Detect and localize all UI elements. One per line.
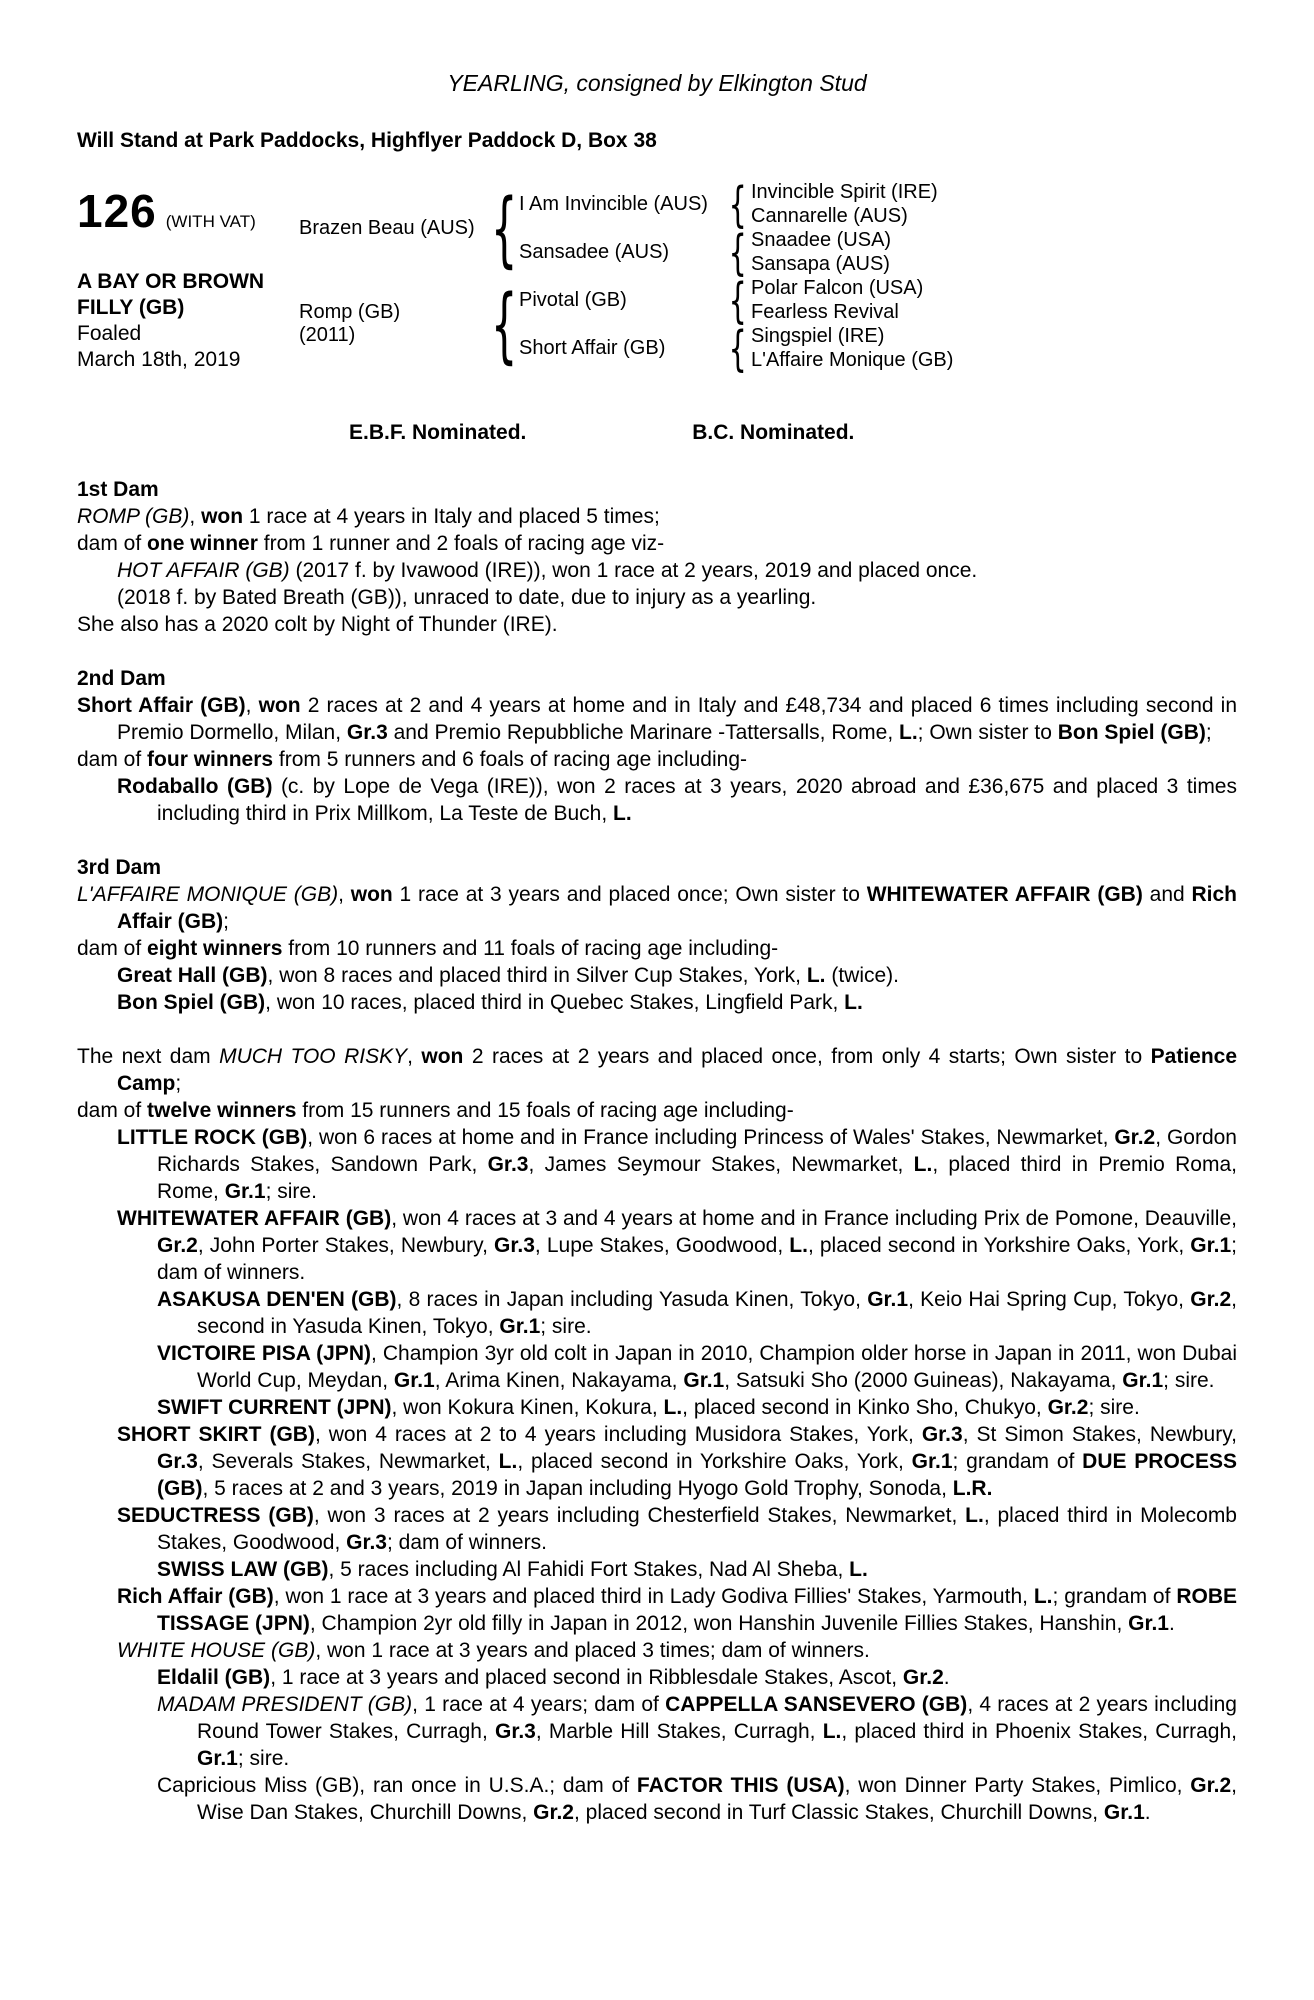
pedigree-ancestor: Sansapa (AUS)	[751, 252, 890, 275]
pedigree-paragraph	[77, 881, 1237, 935]
text-run: Gr.3	[494, 1234, 535, 1257]
text-run: Gr.1	[197, 1747, 238, 1770]
text-run: Gr.1	[1190, 1234, 1232, 1257]
text-run: Gr.2	[1114, 1126, 1156, 1149]
text-run: won	[421, 1045, 464, 1068]
text-run: ; Own sister to	[917, 721, 1058, 744]
text-run: , won 1 race at 3 years and placed third in Lady Godiva Fillies' Stakes, Yarmouth,	[273, 1585, 1034, 1608]
text-run: ,	[245, 694, 259, 717]
text-run: , Satsuki Sho (2000 Guineas), Nakayama,	[724, 1369, 1123, 1392]
text-run: , won 4 races at 3 and 4 years at home and in France including Prix de Pomone, Deauville,	[391, 1207, 1237, 1230]
pedigree-section	[77, 476, 1237, 638]
pedigree-paragraph	[77, 935, 1237, 962]
text-run: Gr.3	[346, 1531, 387, 1554]
text-run: , Lupe Stakes, Goodwood,	[534, 1234, 790, 1257]
text-run: dam of	[77, 532, 148, 555]
text-run: ;	[175, 1072, 182, 1095]
text-run: .	[943, 1666, 950, 1689]
text-run: , placed second in Kinko Sho, Chukyo,	[682, 1396, 1048, 1419]
bc-nominated-label: B.C. Nominated.	[692, 421, 855, 444]
page-title: YEARLING, consigned by Elkington Stud	[447, 70, 867, 96]
text-run: , 5 races at 2 and 3 years, 2019 in Japan including Hyogo Gold Trophy, Sonoda,	[202, 1477, 953, 1500]
text-run: and	[1142, 883, 1192, 906]
text-run: Gr.3	[494, 1720, 536, 1743]
text-run: , 5 races including Al Fahidi Fort Stakes, Nad Al Sheba,	[328, 1558, 850, 1581]
text-run: , won 10 races, placed third in Quebec Stakes, Lingfield Park,	[265, 991, 845, 1014]
text-run: Gr.3	[346, 721, 388, 744]
lot-header	[77, 178, 1237, 373]
text-run: SHORT SKIRT (GB)	[117, 1423, 315, 1446]
text-run: Gr.2	[1047, 1396, 1089, 1419]
pedigree-brace-icon	[725, 324, 751, 372]
text-run: , John Porter Stakes, Newbury,	[197, 1234, 495, 1257]
text-run: , placed third in Molecomb Stakes, Goodwood,	[157, 1504, 1237, 1554]
text-run: won	[201, 505, 244, 528]
pedigree-ancestor: Invincible Spirit (IRE)	[751, 180, 938, 203]
text-run: Gr.1	[499, 1315, 541, 1338]
text-run: Gr.1	[1128, 1612, 1169, 1635]
text-run: L.	[789, 1234, 808, 1257]
text-run: ASAKUSA DEN'EN (GB)	[157, 1288, 397, 1311]
text-run: , Arima Kinen, Nakayama,	[434, 1369, 684, 1392]
text-run: , 8 races in Japan including Yasuda Kinen, Tokyo,	[396, 1288, 868, 1311]
text-run: , placed second in Turf Classic Stakes, Churchill Downs,	[574, 1801, 1104, 1824]
text-run: 1 race at 3 years and placed once; Own sister to	[392, 883, 867, 906]
text-run: .	[1144, 1801, 1151, 1824]
text-run: Capricious Miss (GB), ran once in U.S.A.; dam of	[157, 1774, 637, 1797]
pedigree-paragraph	[77, 1583, 1237, 1637]
text-run: ; grandam of	[952, 1450, 1083, 1473]
text-run: MUCH TOO RISKY	[219, 1045, 408, 1068]
pedigree-dam-sire: Pivotal (GB)	[519, 288, 627, 311]
text-run: 2 races at 2 and 4 years at home and in Italy and £48,734 and placed 6 times including second in Premio Dormello, Milan,	[117, 694, 1238, 744]
text-run: L.	[498, 1450, 518, 1473]
text-run: Gr.3	[487, 1153, 529, 1176]
text-run: L.	[844, 991, 863, 1014]
pedigree-ancestor: Singspiel (IRE)	[751, 324, 885, 347]
text-run: , 1 race at 3 years and placed second in Ribblesdale Stakes, Ascot,	[270, 1666, 903, 1689]
text-run: , won 6 races at home and in France including Princess of Wales' Stakes, Newmarket,	[307, 1126, 1115, 1149]
pedigree-ancestor: Snaadee (USA)	[751, 228, 892, 251]
pedigree-sire: Brazen Beau (AUS)	[299, 216, 475, 239]
text-run: ;	[223, 910, 230, 933]
text-run: ; sire.	[1163, 1369, 1215, 1392]
text-run: ROMP (GB)	[77, 505, 190, 528]
text-run: (2017 f. by Ivawood (IRE)), won 1 race at 2 years, 2019 and placed once.	[289, 559, 978, 582]
text-run: The next dam	[77, 1045, 220, 1068]
pedigree-ancestor: Cannarelle (AUS)	[751, 204, 908, 227]
text-run: Rich Affair (GB)	[117, 883, 1238, 933]
text-run: WHITE HOUSE (GB)	[117, 1639, 316, 1662]
pedigree-brace-icon	[725, 276, 751, 324]
pedigree-paragraph	[77, 557, 1237, 584]
pedigree-paragraph	[77, 989, 1237, 1016]
pedigree-sire-dam: Sansadee (AUS)	[519, 240, 670, 263]
text-run: , second in Yasuda Kinen, Tokyo,	[197, 1288, 1237, 1338]
text-run: Bon Spiel (GB)	[117, 991, 266, 1014]
text-run: L.	[806, 964, 826, 987]
text-run: She also has a 2020 colt by Night of Thunder (IRE).	[77, 613, 558, 636]
text-run: Gr.3	[157, 1450, 198, 1473]
lot-info	[77, 178, 299, 373]
text-run: (c. by Lope de Vega (IRE)), won 2 races at 3 years, 2020 abroad and £36,675 and placed 3 times including third in Prix Millkom, La Teste de Buch,	[157, 775, 1237, 825]
pedigree-paragraph	[77, 1340, 1237, 1394]
text-run: ; sire.	[1088, 1396, 1140, 1419]
pedigree-paragraph	[77, 1205, 1237, 1286]
pedigree-paragraph	[77, 1097, 1237, 1124]
text-run: ,	[338, 883, 351, 906]
text-run: DUE PROCESS (GB)	[157, 1450, 1237, 1500]
pedigree-dam-name: Romp (GB)	[299, 301, 401, 323]
text-run: ,	[407, 1045, 422, 1068]
pedigree-brace-icon	[725, 228, 751, 276]
pedigree-section	[77, 665, 1237, 827]
foaled-block	[77, 321, 299, 373]
text-run: , James Seymour Stakes, Newmarket,	[528, 1153, 914, 1176]
lot-number-row	[77, 185, 299, 237]
text-run: twelve winners	[147, 1099, 297, 1122]
text-run: ; dam of winners.	[157, 1234, 1237, 1284]
text-run: , 1 race at 4 years; dam of	[412, 1693, 666, 1716]
text-run: , won 4 races at 2 to 4 years including Musidora Stakes, York,	[314, 1423, 922, 1446]
text-run: Gr.3	[921, 1423, 963, 1446]
text-run: SWIFT CURRENT (JPN)	[157, 1396, 392, 1419]
text-run: Gr.2	[1190, 1288, 1232, 1311]
text-run: Gr.2	[1190, 1774, 1232, 1797]
text-run: , Wise Dan Stakes, Churchill Downs,	[197, 1774, 1238, 1824]
pedigree-paragraph	[77, 1556, 1237, 1583]
text-run: dam of	[77, 1099, 148, 1122]
text-run: Gr.2	[157, 1234, 198, 1257]
text-run: Gr.2	[533, 1801, 574, 1824]
pedigree-ancestor: Polar Falcon (USA)	[751, 276, 924, 299]
text-run: L'AFFAIRE MONIQUE (GB)	[77, 883, 339, 906]
text-run: Gr.1	[224, 1180, 266, 1203]
pedigree-text	[77, 476, 1237, 1826]
text-run: ; sire.	[540, 1315, 592, 1338]
pedigree-brace-icon	[725, 180, 751, 228]
text-run: Gr.1	[393, 1369, 435, 1392]
text-run: CAPPELLA SANSEVERO (GB)	[665, 1693, 968, 1716]
text-run: ; grandam of	[1052, 1585, 1177, 1608]
text-run: dam of	[77, 937, 148, 960]
vat-note: (WITH VAT)	[165, 212, 256, 231]
pedigree-paragraph	[77, 746, 1237, 773]
text-run: 1 race at 4 years in Italy and placed 5 times;	[243, 505, 660, 528]
lot-description	[77, 269, 299, 321]
pedigree-paragraph	[77, 1286, 1237, 1340]
stand-location: Will Stand at Park Paddocks, Highflyer Paddock D, Box 38	[77, 129, 657, 152]
text-run: Gr.2	[902, 1666, 944, 1689]
pedigree-brace-icon	[489, 180, 519, 276]
text-run: L.	[663, 1396, 683, 1419]
text-run: Gr.1	[911, 1450, 953, 1473]
pedigree-paragraph	[77, 773, 1237, 827]
text-run: MADAM PRESIDENT (GB)	[157, 1693, 413, 1716]
text-run: , placed second in Yorkshire Oaks, York,	[517, 1450, 912, 1473]
pedigree-paragraph	[77, 1421, 1237, 1502]
text-run: , placed second in Yorkshire Oaks, York,	[807, 1234, 1191, 1257]
section-heading: 1st Dam	[77, 478, 159, 501]
text-run: (twice).	[825, 964, 899, 987]
text-run: dam of	[77, 748, 148, 771]
text-run: , won 8 races and placed third in Silver Cup Stakes, York,	[267, 964, 807, 987]
pedigree-paragraph	[77, 692, 1237, 746]
text-run: , won 3 races at 2 years including Chesterfield Stakes, Newmarket,	[313, 1504, 966, 1527]
text-run: from 15 runners and 15 foals of racing age including-	[296, 1099, 794, 1122]
pedigree-paragraph	[77, 1637, 1237, 1664]
text-run: , Marble Hill Stakes, Curragh,	[535, 1720, 823, 1743]
text-run: , placed third in Premio Roma, Rome,	[157, 1153, 1237, 1203]
foaled-label: Foaled	[77, 322, 142, 345]
ebf-nominated-label: E.B.F. Nominated.	[349, 421, 527, 444]
pedigree-sire-sire: I Am Invincible (AUS)	[519, 192, 708, 215]
text-run: L.	[899, 721, 918, 744]
text-run: .	[1169, 1612, 1175, 1635]
text-run: L.R.	[952, 1477, 993, 1500]
text-run: L.	[913, 1153, 933, 1176]
pedigree-brace-icon	[489, 276, 519, 372]
text-run: Short Affair (GB)	[77, 694, 246, 717]
text-run: from 1 runner and 2 foals of racing age viz-	[257, 532, 665, 555]
pedigree-paragraph	[77, 1664, 1237, 1691]
text-run: (2018 f. by Bated Breath (GB)), unraced to date, due to injury as a yearling.	[117, 586, 817, 609]
text-run: L.	[849, 1558, 868, 1581]
text-run: Patience Camp	[117, 1045, 1238, 1095]
text-run: four winners	[147, 748, 274, 771]
text-run: , 4 races at 2 years including Round Tower Stakes, Curragh,	[197, 1693, 1237, 1743]
text-run: SWISS LAW (GB)	[157, 1558, 329, 1581]
pedigree-section	[77, 854, 1237, 1016]
text-run: ;	[1205, 721, 1212, 744]
pedigree-dam	[299, 276, 489, 372]
pedigree-paragraph	[77, 1502, 1237, 1556]
pedigree-section	[77, 1043, 1237, 1826]
lot-sex-line: FILLY (GB)	[77, 296, 185, 319]
text-run: L.	[613, 802, 632, 825]
text-run: , won Dinner Party Stakes, Pimlico,	[844, 1774, 1191, 1797]
pedigree-table	[299, 180, 1237, 373]
text-run: Gr.1	[867, 1288, 909, 1311]
text-run: from 10 runners and 11 foals of racing age including-	[282, 937, 779, 960]
pedigree-paragraph	[77, 1691, 1237, 1772]
pedigree-ancestor: L'Affaire Monique (GB)	[751, 348, 954, 371]
pedigree-paragraph	[77, 962, 1237, 989]
text-run: , Champion 2yr old filly in Japan in 2012, won Hanshin Juvenile Fillies Stakes, Hanshin,	[309, 1612, 1129, 1635]
text-run: Rich Affair (GB)	[117, 1585, 274, 1608]
text-run: , St Simon Stakes, Newbury,	[962, 1423, 1237, 1446]
text-run: FACTOR THIS (USA)	[636, 1774, 845, 1797]
pedigree-paragraph	[77, 1124, 1237, 1205]
text-run: HOT AFFAIR (GB)	[117, 559, 290, 582]
text-run: won	[350, 883, 393, 906]
text-run: , Gordon Richards Stakes, Sandown Park,	[157, 1126, 1237, 1176]
text-run: and Premio Repubbliche Marinare -Tattersalls, Rome,	[387, 721, 899, 744]
text-run: ; sire.	[265, 1180, 317, 1203]
text-run: Eldalil (GB)	[157, 1666, 271, 1689]
text-run: LITTLE ROCK (GB)	[117, 1126, 308, 1149]
text-run: L.	[822, 1720, 842, 1743]
pedigree-dam-dam: Short Affair (GB)	[519, 336, 666, 359]
pedigree-paragraph	[77, 1043, 1237, 1097]
text-run: L.	[1033, 1585, 1053, 1608]
text-run: ; dam of winners.	[387, 1531, 547, 1554]
text-run: , Severals Stakes, Newmarket,	[197, 1450, 499, 1473]
pedigree-paragraph	[77, 1394, 1237, 1421]
text-run: Rodaballo (GB)	[117, 775, 273, 798]
text-run: , Champion 3yr old colt in Japan in 2010, Champion older horse in Japan in 2011, won Dubai World Cup, Meydan,	[197, 1342, 1238, 1392]
text-run: , placed third in Phoenix Stakes, Curragh,	[841, 1720, 1237, 1743]
pedigree-dam-year: (2011)	[299, 324, 356, 346]
section-heading: 3rd Dam	[77, 856, 162, 879]
text-run: , won Kokura Kinen, Kokura,	[391, 1396, 664, 1419]
text-run: WHITEWATER AFFAIR (GB)	[866, 883, 1143, 906]
text-run: , won 1 race at 3 years and placed 3 times; dam of winners.	[315, 1639, 870, 1662]
pedigree-paragraph	[77, 530, 1237, 557]
text-run: VICTOIRE PISA (JPN)	[157, 1342, 371, 1365]
text-run: one winner	[147, 532, 258, 555]
lot-number: 126	[77, 185, 157, 237]
text-run: Gr.1	[1122, 1369, 1164, 1392]
text-run: won	[258, 694, 301, 717]
text-run: ROBE TISSAGE (JPN)	[157, 1585, 1237, 1635]
lot-colour-line: A BAY OR BROWN	[77, 270, 265, 293]
text-run: Gr.1	[1103, 1801, 1145, 1824]
nominations-row	[77, 419, 1237, 446]
pedigree-paragraph	[77, 584, 1237, 611]
text-run: L.	[965, 1504, 984, 1527]
pedigree-paragraph	[77, 611, 1237, 638]
text-run: Gr.1	[683, 1369, 725, 1392]
text-run: eight winners	[147, 937, 283, 960]
text-run: , Keio Hai Spring Cup, Tokyo,	[908, 1288, 1191, 1311]
text-run: ,	[189, 505, 202, 528]
text-run: Great Hall (GB)	[117, 964, 268, 987]
pedigree-paragraph	[77, 503, 1237, 530]
text-run: 2 races at 2 years and placed once, from only 4 starts; Own sister to	[463, 1045, 1151, 1068]
text-run: SEDUCTRESS (GB)	[117, 1504, 314, 1527]
text-run: ; sire.	[237, 1747, 290, 1770]
pedigree-ancestor: Fearless Revival	[751, 300, 899, 323]
section-heading: 2nd Dam	[77, 667, 166, 690]
foaled-date: March 18th, 2019	[77, 348, 241, 371]
text-run: WHITEWATER AFFAIR (GB)	[117, 1207, 392, 1230]
text-run: from 5 runners and 6 foals of racing age including-	[273, 748, 747, 771]
pedigree-paragraph	[77, 1772, 1237, 1826]
text-run: Bon Spiel (GB)	[1057, 721, 1206, 744]
